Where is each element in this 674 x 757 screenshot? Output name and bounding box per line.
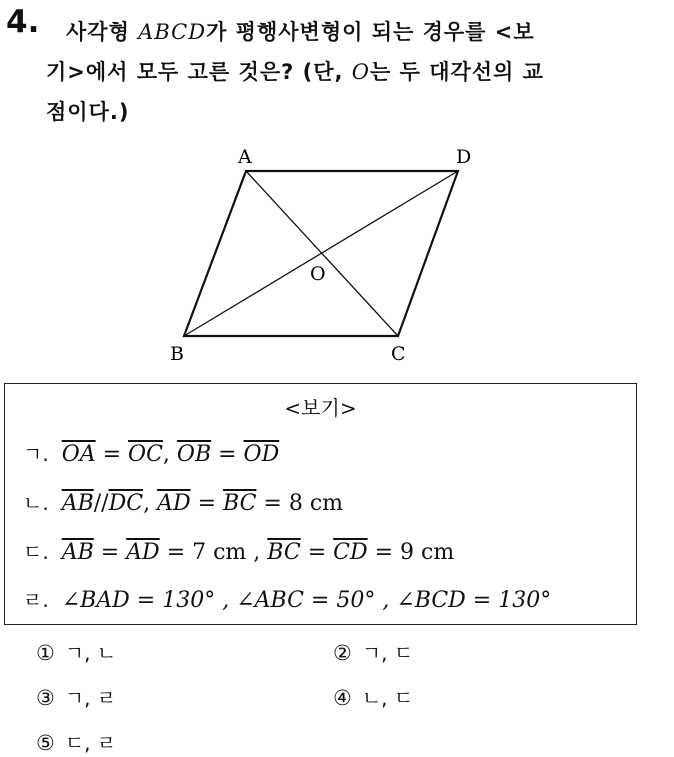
choice-3[interactable]	[36, 682, 116, 711]
vertex-label-d: D	[456, 146, 472, 168]
angle-conditions: ∠BAD = 130° , ∠ABC = 50° , ∠BCD = 130°	[61, 588, 552, 613]
intersection-label-o: O	[310, 263, 326, 285]
question-line-3: 점이다.)	[46, 100, 130, 124]
equals-sign: =	[211, 442, 244, 467]
choice-4[interactable]	[333, 682, 413, 711]
segment-cd: $\overline{CD}$	[333, 540, 368, 565]
intersection-point-name: O	[351, 60, 370, 84]
choice-number: ③	[36, 686, 55, 710]
example-item-4	[23, 584, 551, 613]
question-text-part: 는 두 대각선의 교	[370, 60, 544, 84]
length-value: = 9 cm	[367, 540, 455, 565]
diagonal-bd	[184, 171, 458, 336]
segment-ab: $\overline{AB}$	[61, 540, 94, 565]
question-text	[46, 12, 646, 132]
choice-number: ①	[36, 641, 55, 665]
vertex-label-c: C	[391, 343, 406, 365]
choice-text: ㄱ, ㄹ	[64, 686, 117, 710]
question-number: 4.	[6, 4, 40, 40]
parallel-sign: //	[93, 491, 109, 516]
equals-sign: =	[300, 540, 334, 565]
equals-sign: =	[190, 491, 224, 516]
example-box-title: <보기>	[284, 396, 357, 420]
segment-bc: $\overline{BC}$	[267, 540, 301, 565]
question-text-part: 가 평행사변형이 되는 경우를 <보	[206, 20, 535, 44]
length-value: = 7 cm ,	[159, 540, 268, 565]
segment-bc: $\overline{BC}$	[223, 491, 257, 516]
choice-2[interactable]	[333, 637, 413, 666]
question-line-1	[66, 12, 646, 52]
separator: ,	[143, 491, 158, 516]
question-line-2	[46, 52, 646, 92]
segment-ab: $\overline{AB}$	[61, 491, 94, 516]
vertex-label-a: A	[238, 146, 252, 168]
example-item-1	[23, 438, 279, 467]
vertex-label-b: B	[170, 343, 184, 365]
parallelogram-figure	[160, 138, 500, 368]
item-marker: ㄹ.	[23, 588, 49, 612]
question-text-part: 사각형	[66, 20, 139, 44]
question-text-part: 기>에서 모두 고른 것은? (단,	[46, 60, 352, 84]
example-item-2	[23, 487, 343, 516]
segment-oc: $\overline{OC}$	[128, 442, 163, 467]
example-item-3	[23, 536, 454, 565]
choice-number: ②	[333, 641, 352, 665]
choice-5[interactable]	[36, 727, 116, 756]
choice-number: ⑤	[36, 731, 55, 755]
choice-1[interactable]	[36, 637, 116, 666]
segment-ob: $\overline{OB}$	[176, 442, 212, 467]
choice-text: ㄱ, ㄴ	[64, 641, 117, 665]
item-marker: ㄷ.	[23, 540, 49, 564]
equals-sign: =	[95, 442, 129, 467]
separator: ,	[162, 442, 177, 467]
choice-text: ㄴ, ㄷ	[361, 686, 414, 710]
choice-text: ㄷ, ㄹ	[64, 731, 117, 755]
length-value: = 8 cm	[256, 491, 344, 516]
item-marker: ㄱ.	[23, 442, 49, 466]
item-marker: ㄴ.	[23, 491, 49, 515]
segment-dc: $\overline{DC}$	[108, 491, 144, 516]
choice-number: ④	[333, 686, 352, 710]
segment-oa: $\overline{OA}$	[61, 442, 96, 467]
quadrilateral-name: ABCD	[138, 20, 207, 44]
equals-sign: =	[93, 540, 127, 565]
segment-ad: $\overline{AD}$	[157, 491, 191, 516]
choice-text: ㄱ, ㄷ	[361, 641, 414, 665]
segment-ad: $\overline{AD}$	[126, 540, 160, 565]
example-box	[4, 383, 637, 625]
parallelogram-diagram	[160, 138, 500, 368]
segment-od: $\overline{OD}$	[243, 442, 280, 467]
